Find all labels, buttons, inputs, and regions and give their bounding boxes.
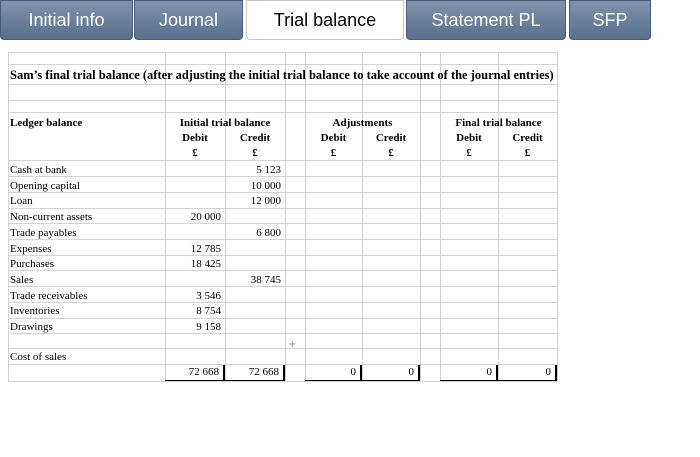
row-initial-debit: 12 785 — [190, 243, 221, 255]
initial-credit-header: Credit — [239, 132, 271, 144]
grid-hline — [8, 381, 558, 382]
row-label: Opening capital — [10, 180, 80, 192]
grid-hline — [8, 318, 558, 319]
grid-hline — [8, 64, 558, 65]
total-adj-debit-cell[interactable] — [305, 365, 362, 381]
final-debit-currency: £ — [466, 147, 472, 159]
row-label: Inventories — [10, 305, 60, 317]
row-initial-credit: 5 123 — [256, 164, 281, 176]
total-adj-credit: 0 — [408, 366, 414, 378]
grid-hline — [8, 286, 558, 287]
row-label: Expenses — [10, 243, 52, 255]
total-initial-debit: 72 668 — [188, 366, 219, 378]
row-initial-debit: 3 546 — [196, 290, 221, 302]
grid-hline — [8, 160, 558, 161]
adjustments-debit-header: Debit — [320, 132, 347, 144]
row-initial-credit: 38 745 — [250, 274, 281, 286]
tab-bar — [0, 0, 660, 40]
adjustments-debit-currency: £ — [330, 147, 337, 159]
row-initial-credit: 10 000 — [250, 180, 281, 192]
row-label: Drawings — [10, 321, 53, 333]
grid-hline — [8, 348, 558, 349]
tab-trial-balance[interactable]: Trial balance — [246, 0, 404, 40]
initial-credit-currency: £ — [252, 147, 258, 159]
tab-sfp[interactable]: SFP — [569, 0, 651, 40]
adjustments-credit-currency: £ — [388, 147, 394, 159]
grid-hline — [8, 176, 558, 177]
row-label: Purchases — [10, 258, 54, 270]
row-initial-credit: 6 800 — [256, 227, 281, 239]
total-final-credit: 0 — [545, 366, 551, 378]
total-final-debit-cell[interactable] — [440, 365, 498, 381]
grid-hline — [8, 270, 558, 271]
grid-hline — [8, 208, 558, 209]
row-initial-debit: 20 000 — [190, 211, 221, 223]
initial-debit-header: Debit — [182, 132, 208, 144]
row-label: Cash at bank — [10, 164, 67, 176]
total-adj-credit-cell[interactable] — [362, 365, 420, 381]
row-label: Trade payables — [10, 227, 77, 239]
final-credit-header: Credit — [512, 132, 543, 144]
grid-hline — [8, 302, 558, 303]
grid-hline — [8, 192, 558, 193]
row-initial-debit: 18 425 — [190, 258, 221, 270]
total-initial-credit: 72 668 — [248, 366, 279, 378]
total-final-debit: 0 — [486, 366, 492, 378]
cost-of-sales-label: Cost of sales — [10, 351, 67, 363]
total-initial-debit-cell[interactable] — [165, 365, 225, 381]
row-initial-credit: 12 000 — [250, 195, 281, 207]
row-label: Non-current assets — [10, 211, 93, 223]
grid-hline — [8, 239, 558, 240]
grid-hline — [8, 52, 558, 53]
row-label: Loan — [10, 195, 33, 207]
total-adj-debit: 0 — [350, 366, 356, 378]
tab-initial-info[interactable]: Initial info — [0, 0, 133, 40]
grid-hline — [8, 333, 558, 334]
grid-hline — [8, 255, 558, 256]
ledger-balance-header: Ledger balance — [10, 117, 83, 129]
adjustments-credit-header: Credit — [375, 132, 407, 144]
cell-cursor-icon: + — [288, 339, 297, 350]
row-label: Sales — [10, 274, 34, 286]
grid-hline — [8, 100, 558, 101]
total-initial-credit-cell[interactable] — [225, 365, 285, 381]
adjustments-header: Adjustments — [332, 117, 393, 129]
final-debit-header: Debit — [456, 132, 482, 144]
sheet-title: Sam’s final trial balance (after adjusting the initial trial balance to take account of the journal entries) — [10, 68, 554, 82]
tab-journal[interactable]: Journal — [134, 0, 243, 40]
row-initial-debit: 8 754 — [196, 305, 221, 317]
grid-hline — [8, 112, 558, 113]
row-initial-debit: 9 158 — [196, 321, 221, 333]
final-credit-currency: £ — [524, 147, 531, 159]
initial-trial-balance-header: Initial trial balance — [179, 117, 271, 129]
grid-hline — [8, 84, 558, 85]
total-final-credit-cell[interactable] — [498, 365, 557, 381]
row-label: Trade receivables — [10, 290, 88, 302]
tab-statement-pl[interactable]: Statement PL — [406, 0, 566, 40]
initial-debit-currency: £ — [192, 147, 198, 159]
final-trial-balance-header: Final trial balance — [455, 117, 542, 129]
